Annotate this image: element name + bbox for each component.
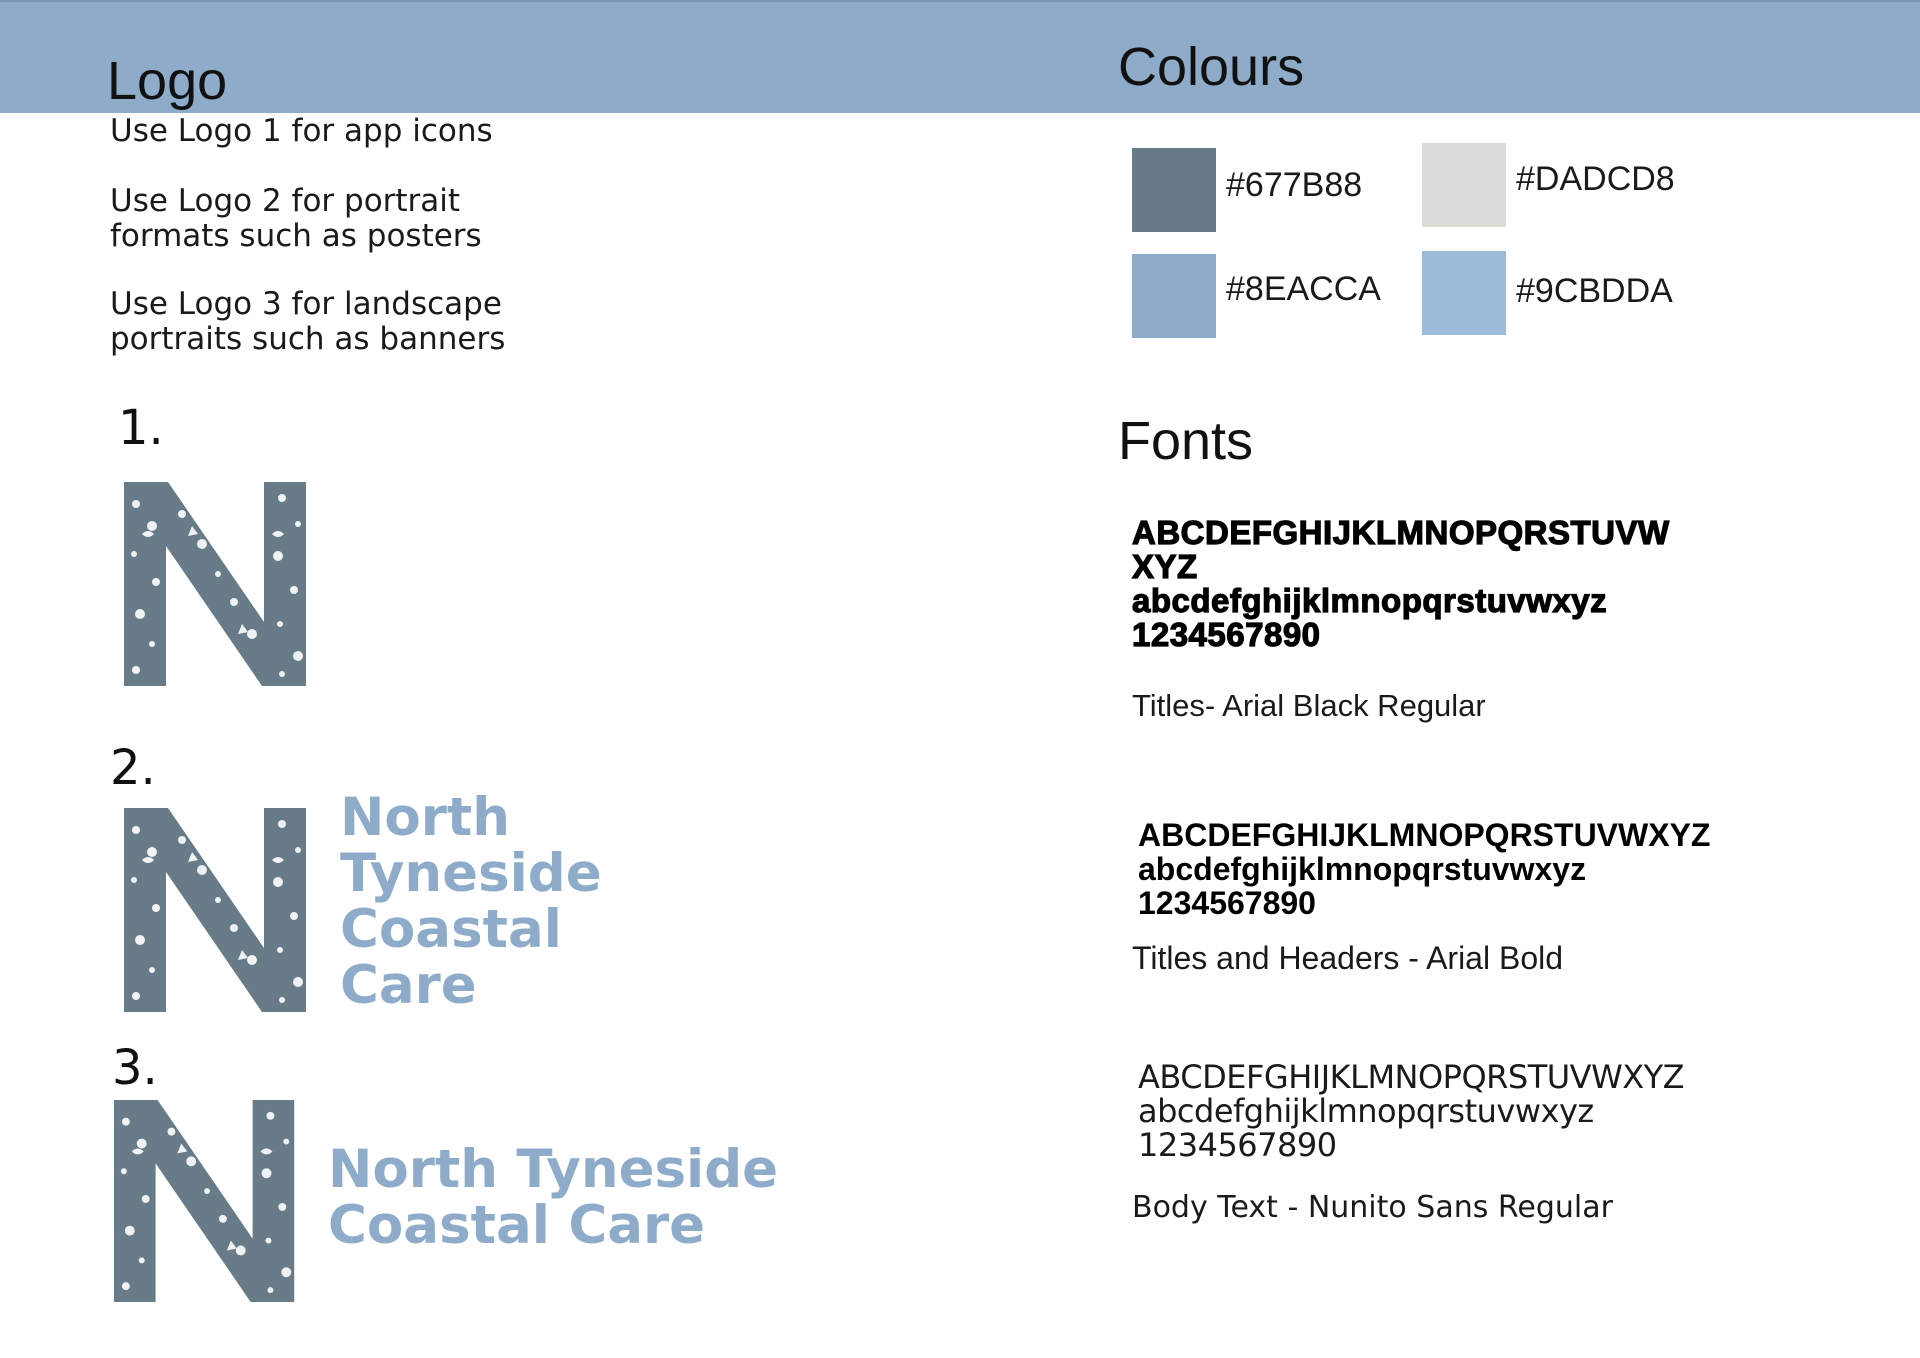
font-sample-line: XYZ bbox=[1132, 548, 1198, 585]
logo-3-wordmark bbox=[328, 1139, 779, 1256]
fonts-section-title: Fonts bbox=[1118, 411, 1254, 471]
colour-hex-label: #9CBDDA bbox=[1516, 272, 1673, 310]
colour-swatch bbox=[1422, 251, 1506, 335]
logo-n-mark-icon bbox=[122, 800, 328, 1012]
font-sample-line: abcdefghijklmnopqrstuvwxyz bbox=[1138, 851, 1587, 887]
logo-n-mark-icon bbox=[112, 1092, 316, 1302]
font-sample-line: 1234567890 bbox=[1138, 885, 1316, 921]
header-band bbox=[0, 0, 1920, 113]
usage-line: formats such as posters bbox=[110, 218, 482, 254]
colour-hex-label: #DADCD8 bbox=[1516, 160, 1675, 198]
font-sample-line: abcdefghijklmnopqrstuvwxyz bbox=[1138, 1092, 1594, 1130]
font-sample-line: ABCDEFGHIJKLMNOPQRSTUVWXYZ bbox=[1138, 817, 1711, 853]
logo-section-title: Logo bbox=[107, 51, 228, 111]
font-sample-line: 1234567890 bbox=[1138, 1126, 1337, 1164]
logo-3-number: 3. bbox=[112, 1040, 158, 1096]
colours-section-title: Colours bbox=[1118, 37, 1305, 97]
logo-usage-note-3 bbox=[110, 287, 670, 357]
colour-swatch bbox=[1132, 254, 1216, 338]
usage-line: portraits such as banners bbox=[110, 321, 506, 357]
font-sample-arial-bold bbox=[1138, 818, 1710, 920]
colour-swatch bbox=[1422, 143, 1506, 227]
colour-hex-label: #677B88 bbox=[1226, 166, 1363, 204]
logo-n-mark-icon bbox=[122, 474, 328, 686]
font-label: Titles and Headers - Arial Bold bbox=[1132, 940, 1564, 976]
font-label: Body Text - Nunito Sans Regular bbox=[1132, 1190, 1613, 1225]
wordmark-line: North bbox=[340, 787, 510, 848]
logo-usage-note-2 bbox=[110, 184, 670, 254]
colour-hex-label: #8EACCA bbox=[1226, 270, 1381, 308]
wordmark-line: North Tyneside bbox=[328, 1139, 779, 1200]
colour-swatch bbox=[1132, 148, 1216, 232]
font-sample-nunito-sans bbox=[1138, 1060, 1684, 1162]
font-sample-line: ABCDEFGHIJKLMNOPQRSTUVW bbox=[1132, 514, 1670, 551]
logo-2-wordmark bbox=[340, 787, 602, 1016]
font-sample-line: ABCDEFGHIJKLMNOPQRSTUVWXYZ bbox=[1138, 1058, 1685, 1096]
font-sample-line: 1234567890 bbox=[1132, 616, 1321, 653]
logo-2-number: 2. bbox=[110, 740, 156, 796]
wordmark-line: Tyneside bbox=[340, 843, 602, 904]
usage-line: Use Logo 2 for portrait bbox=[110, 183, 461, 219]
font-sample-arial-black bbox=[1132, 516, 1772, 652]
font-label: Titles- Arial Black Regular bbox=[1132, 688, 1486, 723]
wordmark-line: Coastal Care bbox=[328, 1195, 706, 1256]
wordmark-line: Coastal bbox=[340, 899, 562, 960]
font-sample-line: abcdefghijklmnopqrstuvwxyz bbox=[1132, 582, 1608, 619]
logo-usage-note-1 bbox=[110, 114, 670, 149]
usage-line: Use Logo 1 for app icons bbox=[110, 113, 493, 149]
logo-1-number: 1. bbox=[118, 400, 164, 456]
wordmark-line: Care bbox=[340, 955, 477, 1016]
usage-line: Use Logo 3 for landscape bbox=[110, 286, 502, 322]
